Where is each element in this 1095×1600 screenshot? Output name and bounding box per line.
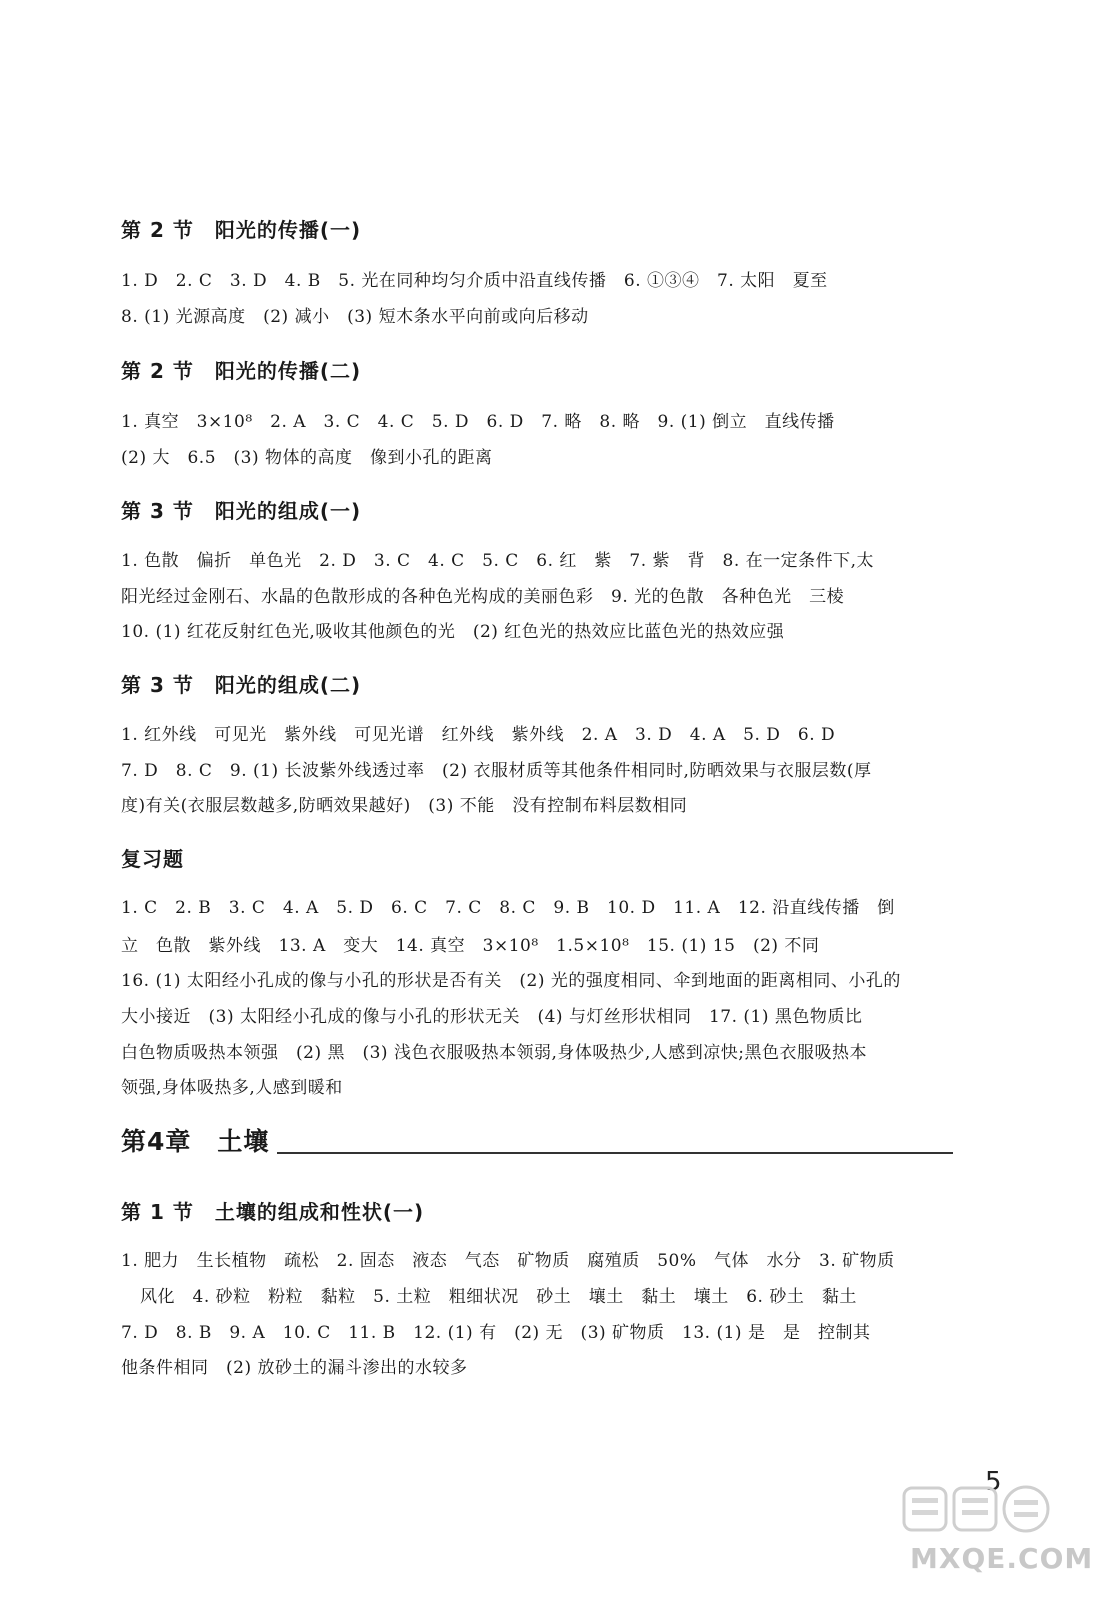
section-heading: 第 3 节 阳光的组成(一) (121, 499, 362, 523)
answer-line: 1. D 2. C 3. D 4. B 5. 光在同种均匀介质中沿直线传播 6. ①③④ 7. 太阳 夏至 (121, 271, 828, 291)
answer-line: 度)有关(衣服层数越多,防晒效果越好) (3) 不能 没有控制布料层数相同 (121, 796, 688, 816)
answer-line: 16. (1) 太阳经小孔成的像与小孔的形状是否有关 (2) 光的强度相同、伞到地面的距离相同、小孔的 (121, 971, 901, 991)
answer-line: 7. D 8. B 9. A 10. C 11. B 12. (1) 有 (2) 无 (3) 矿物质 13. (1) 是 是 控制其 (121, 1323, 871, 1343)
answer-line: 白色物质吸热本领强 (2) 黑 (3) 浅色衣服吸热本领弱,身体吸热少,人感到凉快;黑色衣服吸热本 (121, 1043, 868, 1063)
watermark-site: MXQE.COM (910, 1542, 1094, 1575)
answer-line: 1. 红外线 可见光 紫外线 可见光谱 红外线 紫外线 2. A 3. D 4. A 5. D 6. D (121, 725, 836, 745)
answer-line: 他条件相同 (2) 放砂土的漏斗渗出的水较多 (121, 1358, 468, 1378)
section-heading: 第 1 节 土壤的组成和性状(一) (121, 1200, 425, 1224)
answer-line: 10. (1) 红花反射红色光,吸收其他颜色的光 (2) 红色光的热效应比蓝色光的热效应强 (121, 622, 785, 642)
section-heading: 第 3 节 阳光的组成(二) (121, 673, 362, 697)
chapter-title: 第4章 土壤 (121, 1127, 277, 1156)
answer-line: 7. D 8. C 9. (1) 长波紫外线透过率 (2) 衣服材质等其他条件相同时,防晒效果与衣服层数(厚 (121, 761, 872, 781)
answer-line: 1. 色散 偏折 单色光 2. D 3. C 4. C 5. C 6. 红 紫 7. 紫 背 8. 在一定条件下,太 (121, 551, 875, 571)
answer-line: 领强,身体吸热多,人感到暖和 (121, 1078, 343, 1098)
page-number: 5 (985, 1467, 1002, 1497)
answer-line: 1. C 2. B 3. C 4. A 5. D 6. C 7. C 8. C 9. B 10. D 11. A 12. 沿直线传播 倒 (121, 898, 895, 918)
answer-line: 8. (1) 光源高度 (2) 减小 (3) 短木条水平向前或向后移动 (121, 307, 589, 327)
watermark-logo-icon (898, 1480, 1058, 1540)
review-heading: 复习题 (121, 847, 184, 871)
watermark (898, 1480, 1094, 1575)
chapter-heading (121, 1122, 953, 1154)
answer-line: 阳光经过金刚石、水晶的色散形成的各种色光构成的美丽色彩 9. 光的色散 各种色光 三棱 (121, 587, 845, 607)
answer-line: 1. 真空 3×10⁸ 2. A 3. C 4. C 5. D 6. D 7. 略 8. 略 9. (1) 倒立 直线传播 (121, 412, 835, 432)
section-heading: 第 2 节 阳光的传播(一) (121, 218, 362, 242)
answer-line: 1. 肥力 生长植物 疏松 2. 固态 液态 气态 矿物质 腐殖质 50% 气体 水分 3. 矿物质 (121, 1251, 895, 1271)
answer-line: 风化 4. 砂粒 粉粒 黏粒 5. 土粒 粗细状况 砂土 壤土 黏土 壤土 6. 砂土 黏土 (140, 1287, 857, 1307)
answer-line: (2) 大 6.5 (3) 物体的高度 像到小孔的距离 (121, 448, 493, 468)
answer-line: 大小接近 (3) 太阳经小孔成的像与小孔的形状无关 (4) 与灯丝形状相同 17. (1) 黑色物质比 (121, 1007, 863, 1027)
section-heading: 第 2 节 阳光的传播(二) (121, 359, 362, 383)
answer-line: 立 色散 紫外线 13. A 变大 14. 真空 3×10⁸ 1.5×10⁸ 15. (1) 15 (2) 不同 (121, 936, 820, 956)
